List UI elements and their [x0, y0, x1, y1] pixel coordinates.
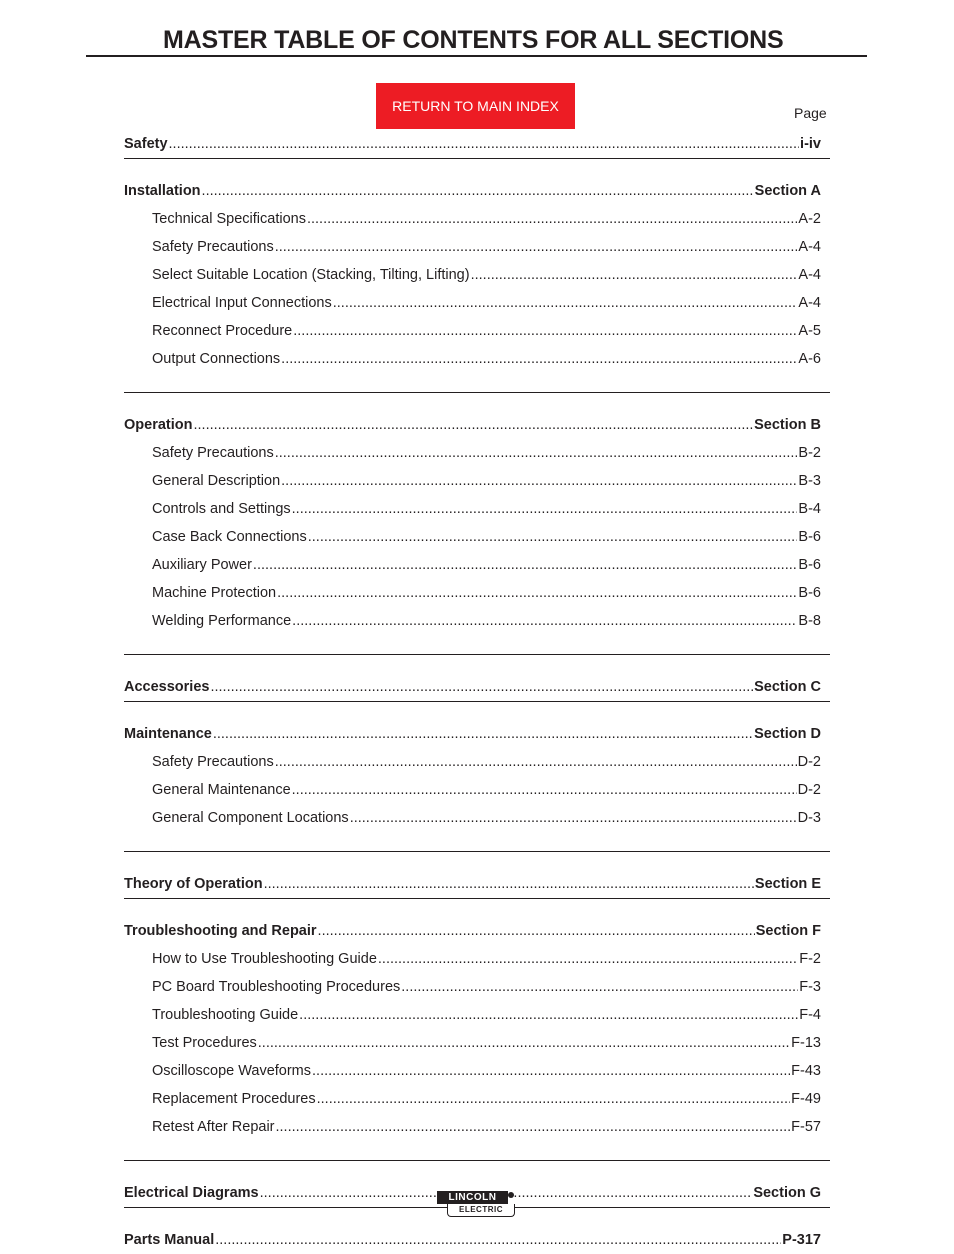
toc-section-entry[interactable]	[124, 1226, 830, 1254]
toc-entry-label: Oscilloscope Waveforms	[152, 1063, 312, 1079]
toc-section-entry[interactable]	[124, 411, 830, 439]
dot-leader	[292, 776, 797, 804]
toc-entry-page: Section C	[754, 679, 821, 695]
toc-entry-page: D-2	[797, 754, 821, 770]
toc-section-group	[124, 130, 830, 158]
toc-entry-page: B-6	[798, 585, 821, 601]
toc-entry-page: F-4	[799, 1007, 821, 1023]
toc-entry-page: B-8	[798, 613, 821, 629]
toc-entry-page: B-4	[798, 501, 821, 517]
toc-subsection-entry[interactable]	[124, 1057, 830, 1085]
table-of-contents	[124, 130, 830, 1254]
toc-entry-label: Theory of Operation	[124, 876, 263, 892]
dot-leader	[293, 317, 797, 345]
dot-leader	[281, 467, 797, 495]
toc-entry-label: General Description	[152, 473, 281, 489]
title-divider	[86, 55, 867, 57]
dot-leader	[292, 607, 797, 635]
toc-entry-page: D-2	[797, 782, 821, 798]
toc-section-group	[124, 654, 830, 701]
toc-subsection-entry[interactable]	[124, 345, 830, 373]
dot-leader	[308, 523, 798, 551]
toc-subsection-entry[interactable]	[124, 261, 830, 289]
toc-entry-label: Retest After Repair	[152, 1119, 275, 1135]
dot-leader	[264, 870, 754, 898]
toc-entry-page: P-317	[782, 1232, 821, 1248]
dot-leader	[275, 748, 797, 776]
toc-entry-label: General Component Locations	[152, 810, 349, 826]
page-column-header: Page	[794, 105, 827, 121]
dot-leader	[215, 1226, 781, 1254]
toc-section-group	[124, 158, 830, 392]
dot-leader	[333, 289, 798, 317]
toc-subsection-entry[interactable]	[124, 1001, 830, 1029]
toc-entry-page: D-3	[797, 810, 821, 826]
toc-subsection-entry[interactable]	[124, 579, 830, 607]
toc-entry-label: Electrical Diagrams	[124, 1185, 259, 1201]
toc-subsection-entry[interactable]	[124, 205, 830, 233]
dot-leader	[281, 345, 797, 373]
toc-section-entry[interactable]	[124, 720, 830, 748]
toc-entry-page: F-13	[791, 1035, 821, 1051]
page-title: MASTER TABLE OF CONTENTS FOR ALL SECTIONS	[163, 26, 784, 54]
toc-section-group	[124, 898, 830, 1160]
toc-entry-page: A-5	[798, 323, 821, 339]
toc-subsection-entry[interactable]	[124, 1085, 830, 1113]
toc-entry-page: A-4	[798, 267, 821, 283]
return-to-main-index-button[interactable]: RETURN TO MAIN INDEX	[376, 83, 575, 129]
toc-entry-label: Technical Specifications	[152, 211, 306, 227]
toc-entry-label: General Maintenance	[152, 782, 291, 798]
toc-subsection-entry[interactable]	[124, 439, 830, 467]
dot-leader	[253, 551, 798, 579]
dot-leader	[378, 945, 798, 973]
toc-entry-page: B-6	[798, 529, 821, 545]
toc-section-group	[124, 701, 830, 851]
toc-entry-label: Operation	[124, 417, 193, 433]
toc-entry-label: Troubleshooting and Repair	[124, 923, 317, 939]
dot-leader	[275, 439, 798, 467]
dot-leader	[317, 1085, 791, 1113]
toc-entry-label: Select Suitable Location (Stacking, Tilting, Lifting)	[152, 267, 470, 283]
toc-subsection-entry[interactable]	[124, 607, 830, 635]
toc-entry-page: B-6	[798, 557, 821, 573]
toc-subsection-entry[interactable]	[124, 1029, 830, 1057]
toc-entry-label: Output Connections	[152, 351, 281, 367]
dot-leader	[350, 804, 797, 832]
dot-leader	[312, 1057, 790, 1085]
dot-leader	[318, 917, 755, 945]
toc-subsection-entry[interactable]	[124, 945, 830, 973]
toc-entry-label: Reconnect Procedure	[152, 323, 293, 339]
toc-section-group	[124, 392, 830, 654]
toc-entry-page: F-49	[791, 1091, 821, 1107]
logo-bottom-text: ELECTRIC	[447, 1204, 515, 1217]
toc-subsection-entry[interactable]	[124, 467, 830, 495]
dot-leader	[292, 495, 798, 523]
dot-leader	[210, 673, 753, 701]
toc-entry-page: i-iv	[800, 136, 821, 152]
toc-subsection-entry[interactable]	[124, 1113, 830, 1141]
toc-entry-page: Section G	[753, 1185, 821, 1201]
toc-section-entry[interactable]	[124, 673, 830, 701]
toc-entry-page: F-3	[799, 979, 821, 995]
toc-subsection-entry[interactable]	[124, 317, 830, 345]
toc-entry-page: Section F	[755, 923, 821, 939]
dot-leader	[299, 1001, 798, 1029]
toc-subsection-entry[interactable]	[124, 551, 830, 579]
toc-section-entry[interactable]	[124, 870, 830, 898]
toc-entry-page: A-2	[798, 211, 821, 227]
dot-leader	[307, 205, 797, 233]
toc-entry-page: Section D	[754, 726, 821, 742]
dot-leader	[213, 720, 753, 748]
toc-entry-page: A-6	[798, 351, 821, 367]
toc-entry-page: F-43	[791, 1063, 821, 1079]
toc-entry-page: Section E	[754, 876, 821, 892]
dot-leader	[471, 261, 798, 289]
toc-subsection-entry[interactable]	[124, 748, 830, 776]
toc-section-group	[124, 851, 830, 898]
toc-entry-label: Maintenance	[124, 726, 212, 742]
dot-leader	[401, 973, 798, 1001]
toc-entry-label: Electrical Input Connections	[152, 295, 332, 311]
toc-entry-label: PC Board Troubleshooting Procedures	[152, 979, 401, 995]
dot-leader	[258, 1029, 790, 1057]
toc-entry-label: Parts Manual	[124, 1232, 215, 1248]
toc-entry-label: Safety	[124, 136, 168, 152]
toc-entry-label: Safety Precautions	[152, 754, 274, 770]
toc-section-entry[interactable]	[124, 130, 830, 158]
toc-entry-label: Test Procedures	[152, 1035, 257, 1051]
toc-entry-label: Troubleshooting Guide	[152, 1007, 299, 1023]
toc-entry-label: Installation	[124, 183, 201, 199]
toc-entry-label: Case Back Connections	[152, 529, 307, 545]
toc-entry-label: Safety Precautions	[152, 239, 274, 255]
toc-entry-page: A-4	[798, 239, 821, 255]
dot-leader	[277, 579, 797, 607]
logo-top-text: LINCOLN	[437, 1191, 508, 1204]
toc-subsection-entry[interactable]	[124, 973, 830, 1001]
toc-entry-label: Auxiliary Power	[152, 557, 252, 573]
toc-entry-label: Machine Protection	[152, 585, 277, 601]
dot-leader	[202, 177, 754, 205]
dot-leader	[275, 233, 798, 261]
toc-entry-page: Section A	[754, 183, 821, 199]
toc-entry-page: Section B	[754, 417, 821, 433]
toc-section-entry[interactable]	[124, 917, 830, 945]
toc-subsection-entry[interactable]	[124, 495, 830, 523]
toc-entry-page: F-2	[799, 951, 821, 967]
dot-leader	[169, 130, 800, 158]
toc-entry-label: Safety Precautions	[152, 445, 274, 461]
toc-subsection-entry[interactable]	[124, 523, 830, 551]
toc-entry-page: F-57	[791, 1119, 821, 1135]
toc-entry-label: Welding Performance	[152, 613, 292, 629]
toc-section-entry[interactable]	[124, 177, 830, 205]
toc-entry-page: B-3	[798, 473, 821, 489]
toc-entry-label: Accessories	[124, 679, 210, 695]
toc-entry-label: Controls and Settings	[152, 501, 291, 517]
registered-mark-icon	[508, 1192, 514, 1198]
toc-entry-label: How to Use Troubleshooting Guide	[152, 951, 377, 967]
toc-entry-page: B-2	[798, 445, 821, 461]
dot-leader	[276, 1113, 791, 1141]
lincoln-electric-logo	[437, 1191, 515, 1219]
toc-entry-page: A-4	[798, 295, 821, 311]
toc-subsection-entry[interactable]	[124, 804, 830, 832]
dot-leader	[193, 411, 753, 439]
toc-subsection-entry[interactable]	[124, 233, 830, 261]
toc-subsection-entry[interactable]	[124, 776, 830, 804]
toc-entry-label: Replacement Procedures	[152, 1091, 316, 1107]
toc-subsection-entry[interactable]	[124, 289, 830, 317]
